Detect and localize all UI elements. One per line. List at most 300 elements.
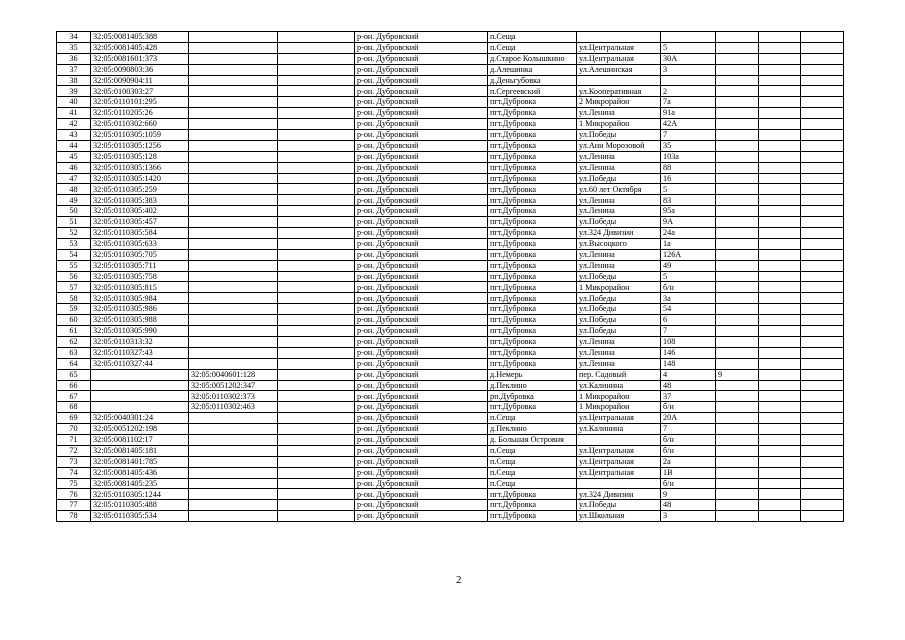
- row-number-cell: 41: [57, 108, 91, 119]
- street-cell: ул.Центральная: [577, 42, 661, 53]
- extra-cell-3-cell: [801, 424, 844, 435]
- district-cell: р-он. Дубровский: [355, 195, 488, 206]
- cadastral-number-cell: 32:05:0110305:457: [91, 217, 189, 228]
- cadastral-number-cell: [91, 402, 189, 413]
- extra-cell-2-cell: [759, 489, 801, 500]
- extra-cell-cell: [716, 97, 759, 108]
- settlement-cell: д. Большая Островня: [488, 434, 577, 445]
- house-number-cell: 9: [661, 489, 716, 500]
- table-row: [57, 32, 844, 43]
- extra-cell-3-cell: [801, 53, 844, 64]
- cadastral-number-cell: 32:05:0110305:128: [91, 151, 189, 162]
- house-number-cell: 48: [661, 500, 716, 511]
- extra-cell-3-cell: [801, 326, 844, 337]
- street-cell: ул.Ленина: [577, 347, 661, 358]
- table-row: [57, 228, 844, 239]
- table-row: [57, 86, 844, 97]
- settlement-cell: д.Немерь: [488, 369, 577, 380]
- table-row: [57, 53, 844, 64]
- table-row: [57, 358, 844, 369]
- row-number-cell: 35: [57, 42, 91, 53]
- cadastral-number-cell: 32:05:0110305:711: [91, 260, 189, 271]
- extra-cell-2-cell: [759, 42, 801, 53]
- extra-cell-2-cell: [759, 402, 801, 413]
- extra-cell-cell: [716, 184, 759, 195]
- empty-cell-cell: [278, 478, 355, 489]
- settlement-cell: пгт.Дубровка: [488, 511, 577, 522]
- extra-cell-cell: [716, 282, 759, 293]
- district-cell: р-он. Дубровский: [355, 206, 488, 217]
- empty-cell-cell: [278, 75, 355, 86]
- table-row: [57, 380, 844, 391]
- district-cell: р-он. Дубровский: [355, 336, 488, 347]
- street-cell: ул.Ленина: [577, 336, 661, 347]
- extra-cell-cell: 9: [716, 369, 759, 380]
- settlement-cell: пгт.Дубровка: [488, 195, 577, 206]
- settlement-cell: п.Сеща: [488, 456, 577, 467]
- extra-cell-cell: [716, 413, 759, 424]
- empty-cell-cell: [278, 413, 355, 424]
- house-number-cell: 1а: [661, 238, 716, 249]
- row-number-cell: 42: [57, 119, 91, 130]
- house-number-cell: 30А: [661, 53, 716, 64]
- cadastral-number-alt-cell: [189, 500, 278, 511]
- row-number-cell: 72: [57, 445, 91, 456]
- extra-cell-2-cell: [759, 315, 801, 326]
- empty-cell-cell: [278, 162, 355, 173]
- extra-cell-cell: [716, 424, 759, 435]
- cadastral-number-alt-cell: [189, 195, 278, 206]
- extra-cell-2-cell: [759, 424, 801, 435]
- street-cell: ул.Центральная: [577, 53, 661, 64]
- extra-cell-cell: [716, 478, 759, 489]
- extra-cell-2-cell: [759, 206, 801, 217]
- cadastral-number-cell: 32:05:0110327:44: [91, 358, 189, 369]
- extra-cell-3-cell: [801, 260, 844, 271]
- extra-cell-cell: [716, 402, 759, 413]
- street-cell: 2 Микрорайон: [577, 97, 661, 108]
- cadastral-number-cell: [91, 369, 189, 380]
- table-row: [57, 97, 844, 108]
- house-number-cell: 35: [661, 140, 716, 151]
- row-number-cell: 49: [57, 195, 91, 206]
- cadastral-number-alt-cell: [189, 424, 278, 435]
- extra-cell-2-cell: [759, 108, 801, 119]
- extra-cell-3-cell: [801, 151, 844, 162]
- table-row: [57, 271, 844, 282]
- house-number-cell: 9А: [661, 217, 716, 228]
- extra-cell-2-cell: [759, 445, 801, 456]
- cadastral-number-alt-cell: [189, 217, 278, 228]
- street-cell: ул.Победы: [577, 293, 661, 304]
- house-number-cell: 5: [661, 271, 716, 282]
- district-cell: р-он. Дубровский: [355, 271, 488, 282]
- house-number-cell: 3: [661, 64, 716, 75]
- table-row: [57, 489, 844, 500]
- extra-cell-3-cell: [801, 391, 844, 402]
- house-number-cell: 148: [661, 358, 716, 369]
- settlement-cell: пгт.Дубровка: [488, 326, 577, 337]
- cadastral-number-cell: 32:05:0110305:488: [91, 500, 189, 511]
- row-number-cell: 37: [57, 64, 91, 75]
- extra-cell-3-cell: [801, 206, 844, 217]
- street-cell: 1 Микрорайон: [577, 391, 661, 402]
- empty-cell-cell: [278, 424, 355, 435]
- settlement-cell: пгт.Дубровка: [488, 271, 577, 282]
- extra-cell-cell: [716, 238, 759, 249]
- extra-cell-cell: [716, 315, 759, 326]
- empty-cell-cell: [278, 434, 355, 445]
- house-number-cell: [661, 75, 716, 86]
- table-row: [57, 434, 844, 445]
- empty-cell-cell: [278, 391, 355, 402]
- extra-cell-3-cell: [801, 500, 844, 511]
- table-row: [57, 75, 844, 86]
- extra-cell-cell: [716, 511, 759, 522]
- street-cell: ул.Ани Морозовой: [577, 140, 661, 151]
- empty-cell-cell: [278, 184, 355, 195]
- extra-cell-3-cell: [801, 489, 844, 500]
- district-cell: р-он. Дубровский: [355, 75, 488, 86]
- settlement-cell: пгт.Дубровка: [488, 336, 577, 347]
- extra-cell-2-cell: [759, 358, 801, 369]
- settlement-cell: пгт.Дубровка: [488, 260, 577, 271]
- extra-cell-2-cell: [759, 228, 801, 239]
- empty-cell-cell: [278, 271, 355, 282]
- extra-cell-2-cell: [759, 500, 801, 511]
- district-cell: р-он. Дубровский: [355, 511, 488, 522]
- district-cell: р-он. Дубровский: [355, 42, 488, 53]
- empty-cell-cell: [278, 119, 355, 130]
- empty-cell-cell: [278, 64, 355, 75]
- cadastral-number-cell: 32:05:0110305:986: [91, 304, 189, 315]
- street-cell: ул.Центральная: [577, 445, 661, 456]
- house-number-cell: 16: [661, 173, 716, 184]
- row-number-cell: 52: [57, 228, 91, 239]
- cadastral-number-cell: 32:05:0081405:235: [91, 478, 189, 489]
- street-cell: 1 Микрорайон: [577, 282, 661, 293]
- empty-cell-cell: [278, 304, 355, 315]
- district-cell: р-он. Дубровский: [355, 151, 488, 162]
- extra-cell-cell: [716, 304, 759, 315]
- extra-cell-cell: [716, 467, 759, 478]
- district-cell: р-он. Дубровский: [355, 130, 488, 141]
- house-number-cell: б/н: [661, 434, 716, 445]
- house-number-cell: 95а: [661, 206, 716, 217]
- district-cell: р-он. Дубровский: [355, 402, 488, 413]
- cadastral-number-alt-cell: [189, 511, 278, 522]
- street-cell: ул.Центральная: [577, 456, 661, 467]
- table-row: [57, 108, 844, 119]
- street-cell: ул.324 Дивизии: [577, 489, 661, 500]
- district-cell: р-он. Дубровский: [355, 391, 488, 402]
- cadastral-number-alt-cell: 32:05:0110302:373: [189, 391, 278, 402]
- row-number-cell: 46: [57, 162, 91, 173]
- extra-cell-2-cell: [759, 456, 801, 467]
- district-cell: р-он. Дубровский: [355, 238, 488, 249]
- cadastral-number-alt-cell: [189, 162, 278, 173]
- cadastral-number-alt-cell: 32:05:0040601:128: [189, 369, 278, 380]
- table-row: [57, 42, 844, 53]
- table-row: [57, 249, 844, 260]
- extra-cell-cell: [716, 173, 759, 184]
- extra-cell-cell: [716, 380, 759, 391]
- street-cell: ул.Высоцкого: [577, 238, 661, 249]
- cadastral-number-alt-cell: [189, 64, 278, 75]
- extra-cell-3-cell: [801, 130, 844, 141]
- table-row: [57, 304, 844, 315]
- extra-cell-2-cell: [759, 326, 801, 337]
- extra-cell-2-cell: [759, 162, 801, 173]
- row-number-cell: 34: [57, 32, 91, 43]
- cadastral-number-alt-cell: [189, 271, 278, 282]
- street-cell: 1 Микрорайон: [577, 119, 661, 130]
- cadastral-number-alt-cell: [189, 42, 278, 53]
- extra-cell-3-cell: [801, 434, 844, 445]
- table-row: [57, 173, 844, 184]
- district-cell: р-он. Дубровский: [355, 173, 488, 184]
- extra-cell-cell: [716, 195, 759, 206]
- table-row: [57, 195, 844, 206]
- row-number-cell: 53: [57, 238, 91, 249]
- empty-cell-cell: [278, 347, 355, 358]
- row-number-cell: 61: [57, 326, 91, 337]
- extra-cell-3-cell: [801, 380, 844, 391]
- cadastral-number-alt-cell: 32:05:0110302:463: [189, 402, 278, 413]
- table-row: [57, 293, 844, 304]
- street-cell: ул.Калинина: [577, 424, 661, 435]
- cadastral-number-alt-cell: 32:05:0051202:347: [189, 380, 278, 391]
- extra-cell-3-cell: [801, 358, 844, 369]
- cadastral-number-alt-cell: [189, 75, 278, 86]
- district-cell: р-он. Дубровский: [355, 380, 488, 391]
- settlement-cell: пгт.Дубровка: [488, 304, 577, 315]
- cadastral-number-alt-cell: [189, 434, 278, 445]
- settlement-cell: пгт.Дубровка: [488, 206, 577, 217]
- street-cell: ул.Победы: [577, 315, 661, 326]
- extra-cell-3-cell: [801, 249, 844, 260]
- street-cell: [577, 434, 661, 445]
- table-row: [57, 402, 844, 413]
- cadastral-number-cell: 32:05:0110305:584: [91, 228, 189, 239]
- extra-cell-3-cell: [801, 108, 844, 119]
- extra-cell-cell: [716, 434, 759, 445]
- empty-cell-cell: [278, 173, 355, 184]
- district-cell: р-он. Дубровский: [355, 500, 488, 511]
- district-cell: р-он. Дубровский: [355, 119, 488, 130]
- cadastral-number-alt-cell: [189, 32, 278, 43]
- house-number-cell: 126А: [661, 249, 716, 260]
- district-cell: р-он. Дубровский: [355, 228, 488, 239]
- house-number-cell: 83: [661, 195, 716, 206]
- extra-cell-cell: [716, 151, 759, 162]
- cadastral-number-cell: 32:05:0110305:988: [91, 315, 189, 326]
- extra-cell-cell: [716, 271, 759, 282]
- cadastral-number-cell: 32:05:0090803:36: [91, 64, 189, 75]
- row-number-cell: 40: [57, 97, 91, 108]
- cadastral-number-cell: 32:05:0081405:428: [91, 42, 189, 53]
- street-cell: ул.60 лет Октября: [577, 184, 661, 195]
- empty-cell-cell: [278, 238, 355, 249]
- house-number-cell: 3: [661, 511, 716, 522]
- cadastral-number-alt-cell: [189, 304, 278, 315]
- house-number-cell: б/н: [661, 282, 716, 293]
- settlement-cell: пгт.Дубровка: [488, 293, 577, 304]
- extra-cell-2-cell: [759, 336, 801, 347]
- extra-cell-3-cell: [801, 32, 844, 43]
- empty-cell-cell: [278, 86, 355, 97]
- row-number-cell: 50: [57, 206, 91, 217]
- row-number-cell: 69: [57, 413, 91, 424]
- extra-cell-2-cell: [759, 380, 801, 391]
- street-cell: ул.Ленина: [577, 162, 661, 173]
- row-number-cell: 39: [57, 86, 91, 97]
- cadastral-number-cell: [91, 391, 189, 402]
- empty-cell-cell: [278, 402, 355, 413]
- table-row: [57, 206, 844, 217]
- district-cell: р-он. Дубровский: [355, 184, 488, 195]
- row-number-cell: 63: [57, 347, 91, 358]
- table-row: [57, 347, 844, 358]
- empty-cell-cell: [278, 42, 355, 53]
- row-number-cell: 62: [57, 336, 91, 347]
- cadastral-number-alt-cell: [189, 140, 278, 151]
- extra-cell-2-cell: [759, 282, 801, 293]
- extra-cell-3-cell: [801, 195, 844, 206]
- extra-cell-2-cell: [759, 238, 801, 249]
- extra-cell-3-cell: [801, 445, 844, 456]
- street-cell: 1 Микрорайон: [577, 402, 661, 413]
- extra-cell-cell: [716, 500, 759, 511]
- settlement-cell: пгт.Дубровка: [488, 500, 577, 511]
- cadastral-number-cell: 32:05:0110205:26: [91, 108, 189, 119]
- extra-cell-cell: [716, 162, 759, 173]
- extra-cell-3-cell: [801, 347, 844, 358]
- settlement-cell: пгт.Дубровка: [488, 173, 577, 184]
- extra-cell-3-cell: [801, 162, 844, 173]
- cadastral-number-alt-cell: [189, 456, 278, 467]
- extra-cell-3-cell: [801, 369, 844, 380]
- street-cell: ул.324 Дивизии: [577, 228, 661, 239]
- cadastral-number-cell: 32:05:0081405:436: [91, 467, 189, 478]
- street-cell: ул.Победы: [577, 217, 661, 228]
- cadastral-number-alt-cell: [189, 206, 278, 217]
- extra-cell-3-cell: [801, 478, 844, 489]
- street-cell: ул.Калинина: [577, 380, 661, 391]
- settlement-cell: пгт.Дубровка: [488, 162, 577, 173]
- table-row: [57, 282, 844, 293]
- extra-cell-cell: [716, 140, 759, 151]
- empty-cell-cell: [278, 369, 355, 380]
- settlement-cell: д.Старое Колышкино: [488, 53, 577, 64]
- empty-cell-cell: [278, 500, 355, 511]
- cadastral-number-cell: 32:05:0081401:785: [91, 456, 189, 467]
- cadastral-number-cell: 32:05:0081601:373: [91, 53, 189, 64]
- extra-cell-3-cell: [801, 336, 844, 347]
- cadastral-number-cell: 32:05:0110305:1059: [91, 130, 189, 141]
- extra-cell-3-cell: [801, 413, 844, 424]
- house-number-cell: 54: [661, 304, 716, 315]
- street-cell: ул.Ленина: [577, 260, 661, 271]
- district-cell: р-он. Дубровский: [355, 282, 488, 293]
- house-number-cell: 108: [661, 336, 716, 347]
- street-cell: ул.Ленина: [577, 249, 661, 260]
- extra-cell-2-cell: [759, 304, 801, 315]
- house-number-cell: 2а: [661, 456, 716, 467]
- table-row: [57, 478, 844, 489]
- row-number-cell: 74: [57, 467, 91, 478]
- settlement-cell: д.Алешинка: [488, 64, 577, 75]
- house-number-cell: 3а: [661, 293, 716, 304]
- table-row: [57, 511, 844, 522]
- row-number-cell: 44: [57, 140, 91, 151]
- empty-cell-cell: [278, 336, 355, 347]
- cadastral-number-cell: 32:05:0110305:1256: [91, 140, 189, 151]
- extra-cell-3-cell: [801, 282, 844, 293]
- cadastral-number-cell: 32:05:0110305:984: [91, 293, 189, 304]
- settlement-cell: пгт.Дубровка: [488, 347, 577, 358]
- extra-cell-2-cell: [759, 130, 801, 141]
- district-cell: р-он. Дубровский: [355, 369, 488, 380]
- house-number-cell: 146: [661, 347, 716, 358]
- extra-cell-3-cell: [801, 97, 844, 108]
- settlement-cell: д.Пеклино: [488, 424, 577, 435]
- house-number-cell: 49: [661, 260, 716, 271]
- cadastral-number-alt-cell: [189, 336, 278, 347]
- district-cell: р-он. Дубровский: [355, 434, 488, 445]
- settlement-cell: пгт.Дубровка: [488, 184, 577, 195]
- cadastral-number-cell: [91, 380, 189, 391]
- cadastral-number-cell: 32:05:0051202:198: [91, 424, 189, 435]
- extra-cell-cell: [716, 206, 759, 217]
- district-cell: р-он. Дубровский: [355, 424, 488, 435]
- street-cell: [577, 75, 661, 86]
- house-number-cell: 5: [661, 184, 716, 195]
- row-number-cell: 55: [57, 260, 91, 271]
- table-row: [57, 64, 844, 75]
- cadastral-number-cell: 32:05:0110305:990: [91, 326, 189, 337]
- house-number-cell: 48: [661, 380, 716, 391]
- cadastral-number-alt-cell: [189, 315, 278, 326]
- empty-cell-cell: [278, 260, 355, 271]
- settlement-cell: п.Сеща: [488, 413, 577, 424]
- district-cell: р-он. Дубровский: [355, 97, 488, 108]
- settlement-cell: пгт.Дубровка: [488, 140, 577, 151]
- extra-cell-2-cell: [759, 151, 801, 162]
- row-number-cell: 78: [57, 511, 91, 522]
- cadastral-number-cell: 32:05:0100303:27: [91, 86, 189, 97]
- district-cell: р-он. Дубровский: [355, 445, 488, 456]
- house-number-cell: б/н: [661, 445, 716, 456]
- street-cell: ул.Победы: [577, 271, 661, 282]
- settlement-cell: п.Сергеевский: [488, 86, 577, 97]
- extra-cell-3-cell: [801, 217, 844, 228]
- street-cell: ул.Ленина: [577, 151, 661, 162]
- street-cell: ул.Кооперативная: [577, 86, 661, 97]
- house-number-cell: 7: [661, 326, 716, 337]
- table-row: [57, 500, 844, 511]
- cadastral-number-alt-cell: [189, 326, 278, 337]
- empty-cell-cell: [278, 108, 355, 119]
- settlement-cell: пгт.Дубровка: [488, 119, 577, 130]
- extra-cell-2-cell: [759, 369, 801, 380]
- extra-cell-2-cell: [759, 511, 801, 522]
- row-number-cell: 36: [57, 53, 91, 64]
- street-cell: [577, 32, 661, 43]
- street-cell: пер. Садовый: [577, 369, 661, 380]
- street-cell: ул.Центральная: [577, 413, 661, 424]
- extra-cell-2-cell: [759, 140, 801, 151]
